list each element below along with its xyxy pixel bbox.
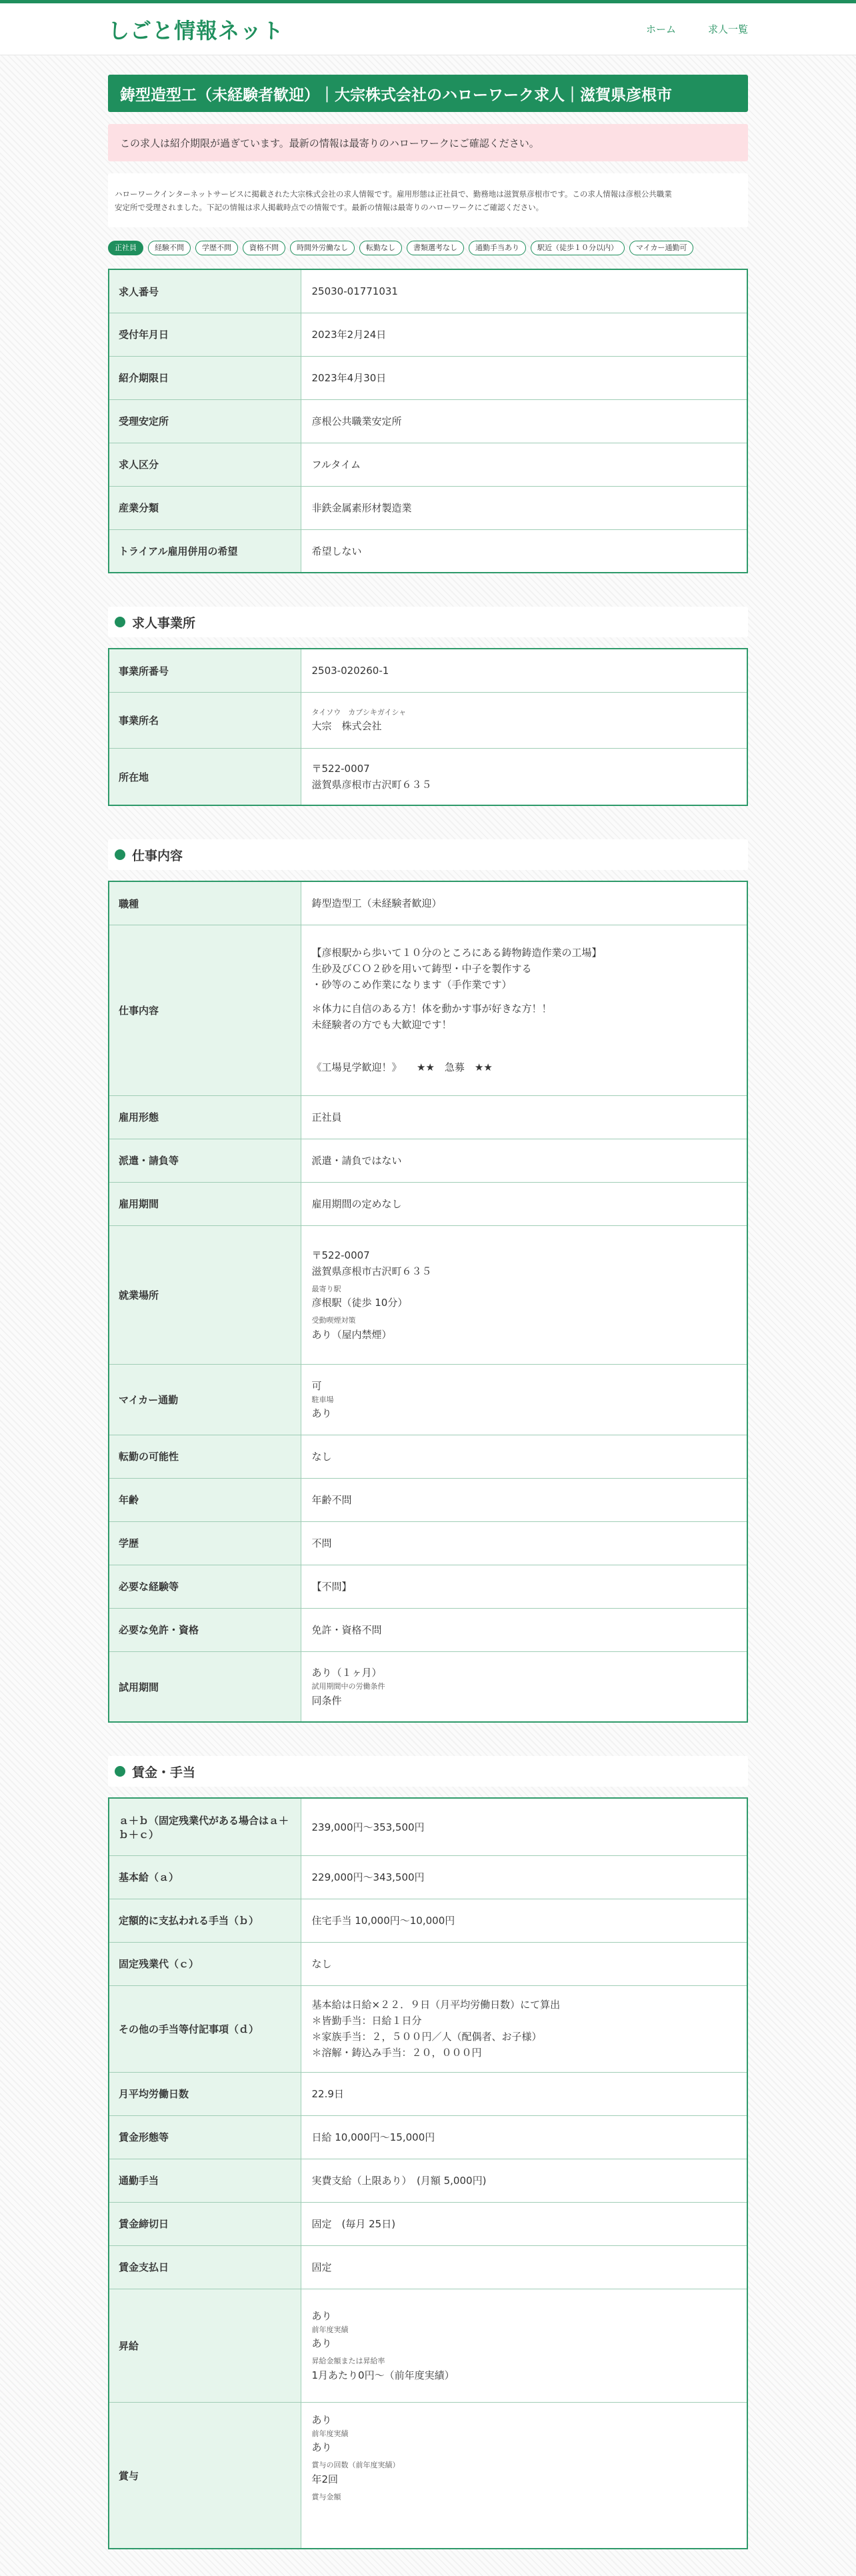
row-label: 通勤手当 [109, 2159, 301, 2202]
other-line: ＊家族手当：２，５００円／人（配偶者、お子様） [311, 2031, 542, 2043]
row-label: 賞与 [109, 2402, 301, 2549]
office-name-kana: タイソウ カブシキガイシャ [311, 707, 407, 717]
job-desc-line: ＊体力に自信のある方！体を動かす事が好きな方！！ [311, 1003, 552, 1015]
tag-no-license[interactable]: 資格不問 [243, 241, 285, 255]
row-value: 希望しない [301, 529, 747, 573]
tag-no-experience[interactable]: 経験不問 [148, 241, 191, 255]
workplace-cell [301, 1225, 747, 1364]
row-value: 彦根公共職業安定所 [301, 399, 747, 443]
dispatch-value: 派遣・請負ではない [301, 1139, 747, 1182]
heading-dot-icon [115, 617, 125, 627]
parking-value: あり [311, 1407, 332, 1420]
row-value: 固定 (毎月 25日) [301, 2202, 747, 2245]
wage-heading-text: 賃金・手当 [132, 1765, 196, 1780]
bonus-times-value: 年2回 [311, 2473, 339, 2486]
job-desc-line: 【彦根駅から歩いて１０分のところにある鋳物鋳造作業の工場】 [311, 947, 602, 959]
row-value: 239,000円〜353,500円 [301, 1798, 747, 1855]
table-row [109, 1608, 747, 1651]
row-value: 実費支給（上限あり） (月額 5,000円) [301, 2159, 747, 2202]
period-value: 雇用期間の定めなし [301, 1182, 747, 1225]
smoking-label: 受動喫煙対策 [311, 1316, 356, 1325]
row-label: 昇給 [109, 2289, 301, 2402]
bonus-amount-label: 賞与金額 [311, 2493, 341, 2502]
row-label: その他の手当等付記事項（ｄ） [109, 1985, 301, 2072]
row-label: 就業場所 [109, 1225, 301, 1364]
office-address-cell [301, 748, 747, 805]
table-row [109, 1139, 747, 1182]
table-row [109, 1798, 747, 1855]
row-value: 日給 10,000円〜15,000円 [301, 2115, 747, 2159]
car-commute-value: 可 [311, 1379, 322, 1392]
table-row [109, 443, 747, 486]
page-title: 鋳型造型工（未経験者歓迎）｜大宗株式会社のハローワーク求人｜滋賀県彦根市 [108, 75, 748, 112]
table-row [109, 356, 747, 399]
job-desc-line: ・砂等のこめ作業になります（手作業です） [311, 979, 512, 991]
table-row [109, 1855, 747, 1899]
station-label: 最寄り駅 [311, 1284, 341, 1293]
expired-notice: この求人は紹介期限が過ぎています。最新の情報は最寄りのハローワークにご確認ください。 [108, 124, 748, 161]
row-label: 基本給（ａ） [109, 1855, 301, 1899]
table-row [109, 529, 747, 573]
occupation-value: 鋳型造型工（未経験者歓迎） [301, 881, 747, 925]
heading-dot-icon [115, 1766, 125, 1777]
row-value: 固定 [301, 2245, 747, 2289]
tag-full-time[interactable]: 正社員 [108, 241, 143, 255]
trial-value: あり（１ヶ月） [311, 1667, 382, 1679]
row-label: 年齢 [109, 1478, 301, 1521]
office-section-heading [108, 607, 748, 637]
row-value: なし [301, 1942, 747, 1985]
heading-dot-icon [115, 849, 125, 860]
tag-no-transfer[interactable]: 転勤なし [359, 241, 402, 255]
transfer-value: なし [301, 1435, 747, 1478]
table-row [109, 1985, 747, 2072]
intro-text [108, 173, 748, 227]
office-heading-text: 求人事業所 [132, 615, 196, 631]
table-row [109, 2402, 747, 2549]
row-label: 必要な免許・資格 [109, 1608, 301, 1651]
trial-cell [301, 1651, 747, 1722]
table-row [109, 1942, 747, 1985]
office-postal: 〒522-0007 [311, 763, 370, 775]
table-row [109, 1651, 747, 1722]
row-label: 職種 [109, 881, 301, 925]
row-label: 紹介期限日 [109, 356, 301, 399]
other-line: ＊皆勤手当：日給１日分 [311, 2015, 422, 2027]
site-header [0, 0, 856, 55]
office-number: 2503-020260-1 [301, 649, 747, 692]
row-label: 受付年月日 [109, 313, 301, 356]
row-label: 賃金形態等 [109, 2115, 301, 2159]
site-logo[interactable]: しごと情報ネット [108, 17, 285, 43]
row-value: 25030-01771031 [301, 269, 747, 313]
row-value: 22.9日 [301, 2072, 747, 2115]
other-line: 基本給は日給×２２．９日（月平均労働日数）にて算出 [311, 1999, 561, 2011]
row-label: 所在地 [109, 748, 301, 805]
table-row [109, 1478, 747, 1521]
job-desc-line: 生砂及びＣＯ２砂を用いて鋳型・中子を製作する [311, 963, 532, 975]
row-label: 月平均労働日数 [109, 2072, 301, 2115]
table-row [109, 1225, 747, 1364]
table-row [109, 1899, 747, 1942]
row-label: 賃金支払日 [109, 2245, 301, 2289]
row-label: 派遣・請負等 [109, 1139, 301, 1182]
table-row [109, 1095, 747, 1139]
row-label: 仕事内容 [109, 925, 301, 1095]
table-row [109, 1521, 747, 1565]
parking-label: 駐車場 [311, 1395, 334, 1404]
tag-commute-allowance[interactable]: 通勤手当あり [469, 241, 526, 255]
row-label: マイカー通勤 [109, 1364, 301, 1435]
row-label: 雇用形態 [109, 1095, 301, 1139]
table-row [109, 2245, 747, 2289]
row-label: 求人番号 [109, 269, 301, 313]
tag-no-document-screening[interactable]: 書類選考なし [407, 241, 464, 255]
row-value: フルタイム [301, 443, 747, 486]
intro-line: 安定所で受理されました。下記の情報は求人掲載時点での情報です。最新の情報は最寄りのハローワークにご確認ください。 [115, 202, 544, 212]
age-value: 年齢不問 [301, 1478, 747, 1521]
car-commute-cell [301, 1364, 747, 1435]
raise-value: あり [311, 2309, 332, 2322]
table-row [109, 313, 747, 356]
station-value: 彦根駅（徒歩 10分） [311, 1297, 408, 1309]
row-label: 産業分類 [109, 486, 301, 529]
row-value: 229,000円〜343,500円 [301, 1855, 747, 1899]
row-label: ａ＋ｂ（固定残業代がある場合はａ＋ｂ＋ｃ） [109, 1798, 301, 1855]
row-label: 学歴 [109, 1521, 301, 1565]
table-row [109, 748, 747, 805]
row-value: 2023年2月24日 [301, 313, 747, 356]
tag-near-station[interactable]: 駅近（徒歩１０分以内） [531, 241, 625, 255]
row-label: 求人区分 [109, 443, 301, 486]
table-row [109, 2202, 747, 2245]
smoking-value: あり（屋内禁煙） [311, 1328, 392, 1341]
bonus-prev-label: 前年度実績 [311, 2429, 349, 2438]
row-label: トライアル雇用併用の希望 [109, 529, 301, 573]
education-value: 不問 [301, 1521, 747, 1565]
other-line: ＊溶解・鋳込み手当：２０，０００円 [311, 2047, 482, 2059]
job-description-cell [301, 925, 747, 1095]
raise-prev-value: あり [311, 2337, 332, 2350]
table-row [109, 2289, 747, 2402]
table-row [109, 1364, 747, 1435]
spacer [312, 1033, 737, 1059]
raise-prev-label: 前年度実績 [311, 2325, 349, 2334]
raise-cell [301, 2289, 747, 2402]
row-label: 転勤の可能性 [109, 1435, 301, 1478]
office-name: 大宗 株式会社 [311, 720, 382, 733]
tag-list [108, 241, 695, 255]
raise-amount-label: 昇給金額または昇給率 [311, 2357, 385, 2366]
job-desc-line: 《工場見学歓迎！》 ★★ 急募 ★★ [311, 1061, 493, 1074]
table-row [109, 2115, 747, 2159]
nav-job-list-link[interactable]: 求人一覧 [707, 23, 748, 35]
other-allowance-cell [301, 1985, 747, 2072]
row-label: 試用期間 [109, 1651, 301, 1722]
workplace-postal: 〒522-0007 [311, 1249, 370, 1261]
table-row [109, 269, 747, 313]
table-row [109, 881, 747, 925]
bonus-prev-value: あり [311, 2441, 332, 2454]
trial-condition-label: 試用期間中の労働条件 [311, 1682, 385, 1691]
experience-value: 【不問】 [301, 1565, 747, 1608]
job-desc-line: 未経験者の方でも大歓迎です！ [311, 1019, 452, 1031]
license-value: 免許・資格不問 [301, 1608, 747, 1651]
bonus-cell [301, 2402, 747, 2549]
main-nav [646, 22, 748, 36]
employment-value: 正社員 [301, 1095, 747, 1139]
table-row [109, 692, 747, 748]
row-label: 事業所名 [109, 692, 301, 748]
tag-no-overtime[interactable]: 時間外労働なし [290, 241, 355, 255]
raise-amount-value: 1月あたり0円〜（前年度実績） [311, 2369, 455, 2381]
bonus-times-label: 賞与の回数（前年度実績） [311, 2461, 400, 2470]
table-row [109, 486, 747, 529]
row-label: 必要な経験等 [109, 1565, 301, 1608]
table-row [109, 399, 747, 443]
trial-condition-value: 同条件 [311, 1694, 342, 1707]
row-label: 賃金締切日 [109, 2202, 301, 2245]
office-table [108, 648, 748, 806]
bonus-value: あり [311, 2413, 332, 2426]
row-label: 雇用期間 [109, 1182, 301, 1225]
table-row [109, 925, 747, 1095]
row-label: 事業所番号 [109, 649, 301, 692]
main-content [108, 55, 748, 2576]
nav-home-link[interactable]: ホーム [645, 23, 676, 35]
table-row [109, 2159, 747, 2202]
tag-no-education[interactable]: 学歴不問 [195, 241, 238, 255]
row-value: 住宅手当 10,000円〜10,000円 [301, 1899, 747, 1942]
job-section-heading [108, 839, 748, 870]
job-heading-text: 仕事内容 [132, 848, 183, 863]
table-row [109, 1435, 747, 1478]
row-value: 非鉄金属素形材製造業 [301, 486, 747, 529]
office-address: 滋賀県彦根市古沢町６３５ [311, 779, 432, 791]
table-row [109, 1182, 747, 1225]
row-value: 2023年4月30日 [301, 356, 747, 399]
basic-info-table [108, 269, 748, 573]
table-row [109, 649, 747, 692]
row-label: 定額的に支払われる手当（ｂ） [109, 1899, 301, 1942]
office-name-cell [301, 692, 747, 748]
row-label: 受理安定所 [109, 399, 301, 443]
table-row [109, 1565, 747, 1608]
tag-car-commute[interactable]: マイカー通勤可 [629, 241, 693, 255]
row-label: 固定残業代（ｃ） [109, 1942, 301, 1985]
spacer [312, 993, 737, 1001]
wage-section-heading [108, 1756, 748, 1787]
job-table [108, 881, 748, 1723]
intro-line: ハローワークインターネットサービスに掲載された大宗株式会社の求人情報です。雇用形態は正社員で、勤務地は滋賀県彦根市です。この求人情報は彦根公共職業 [115, 189, 672, 199]
workplace-address: 滋賀県彦根市古沢町６３５ [311, 1265, 432, 1277]
wage-table [108, 1797, 748, 2549]
table-row [109, 2072, 747, 2115]
